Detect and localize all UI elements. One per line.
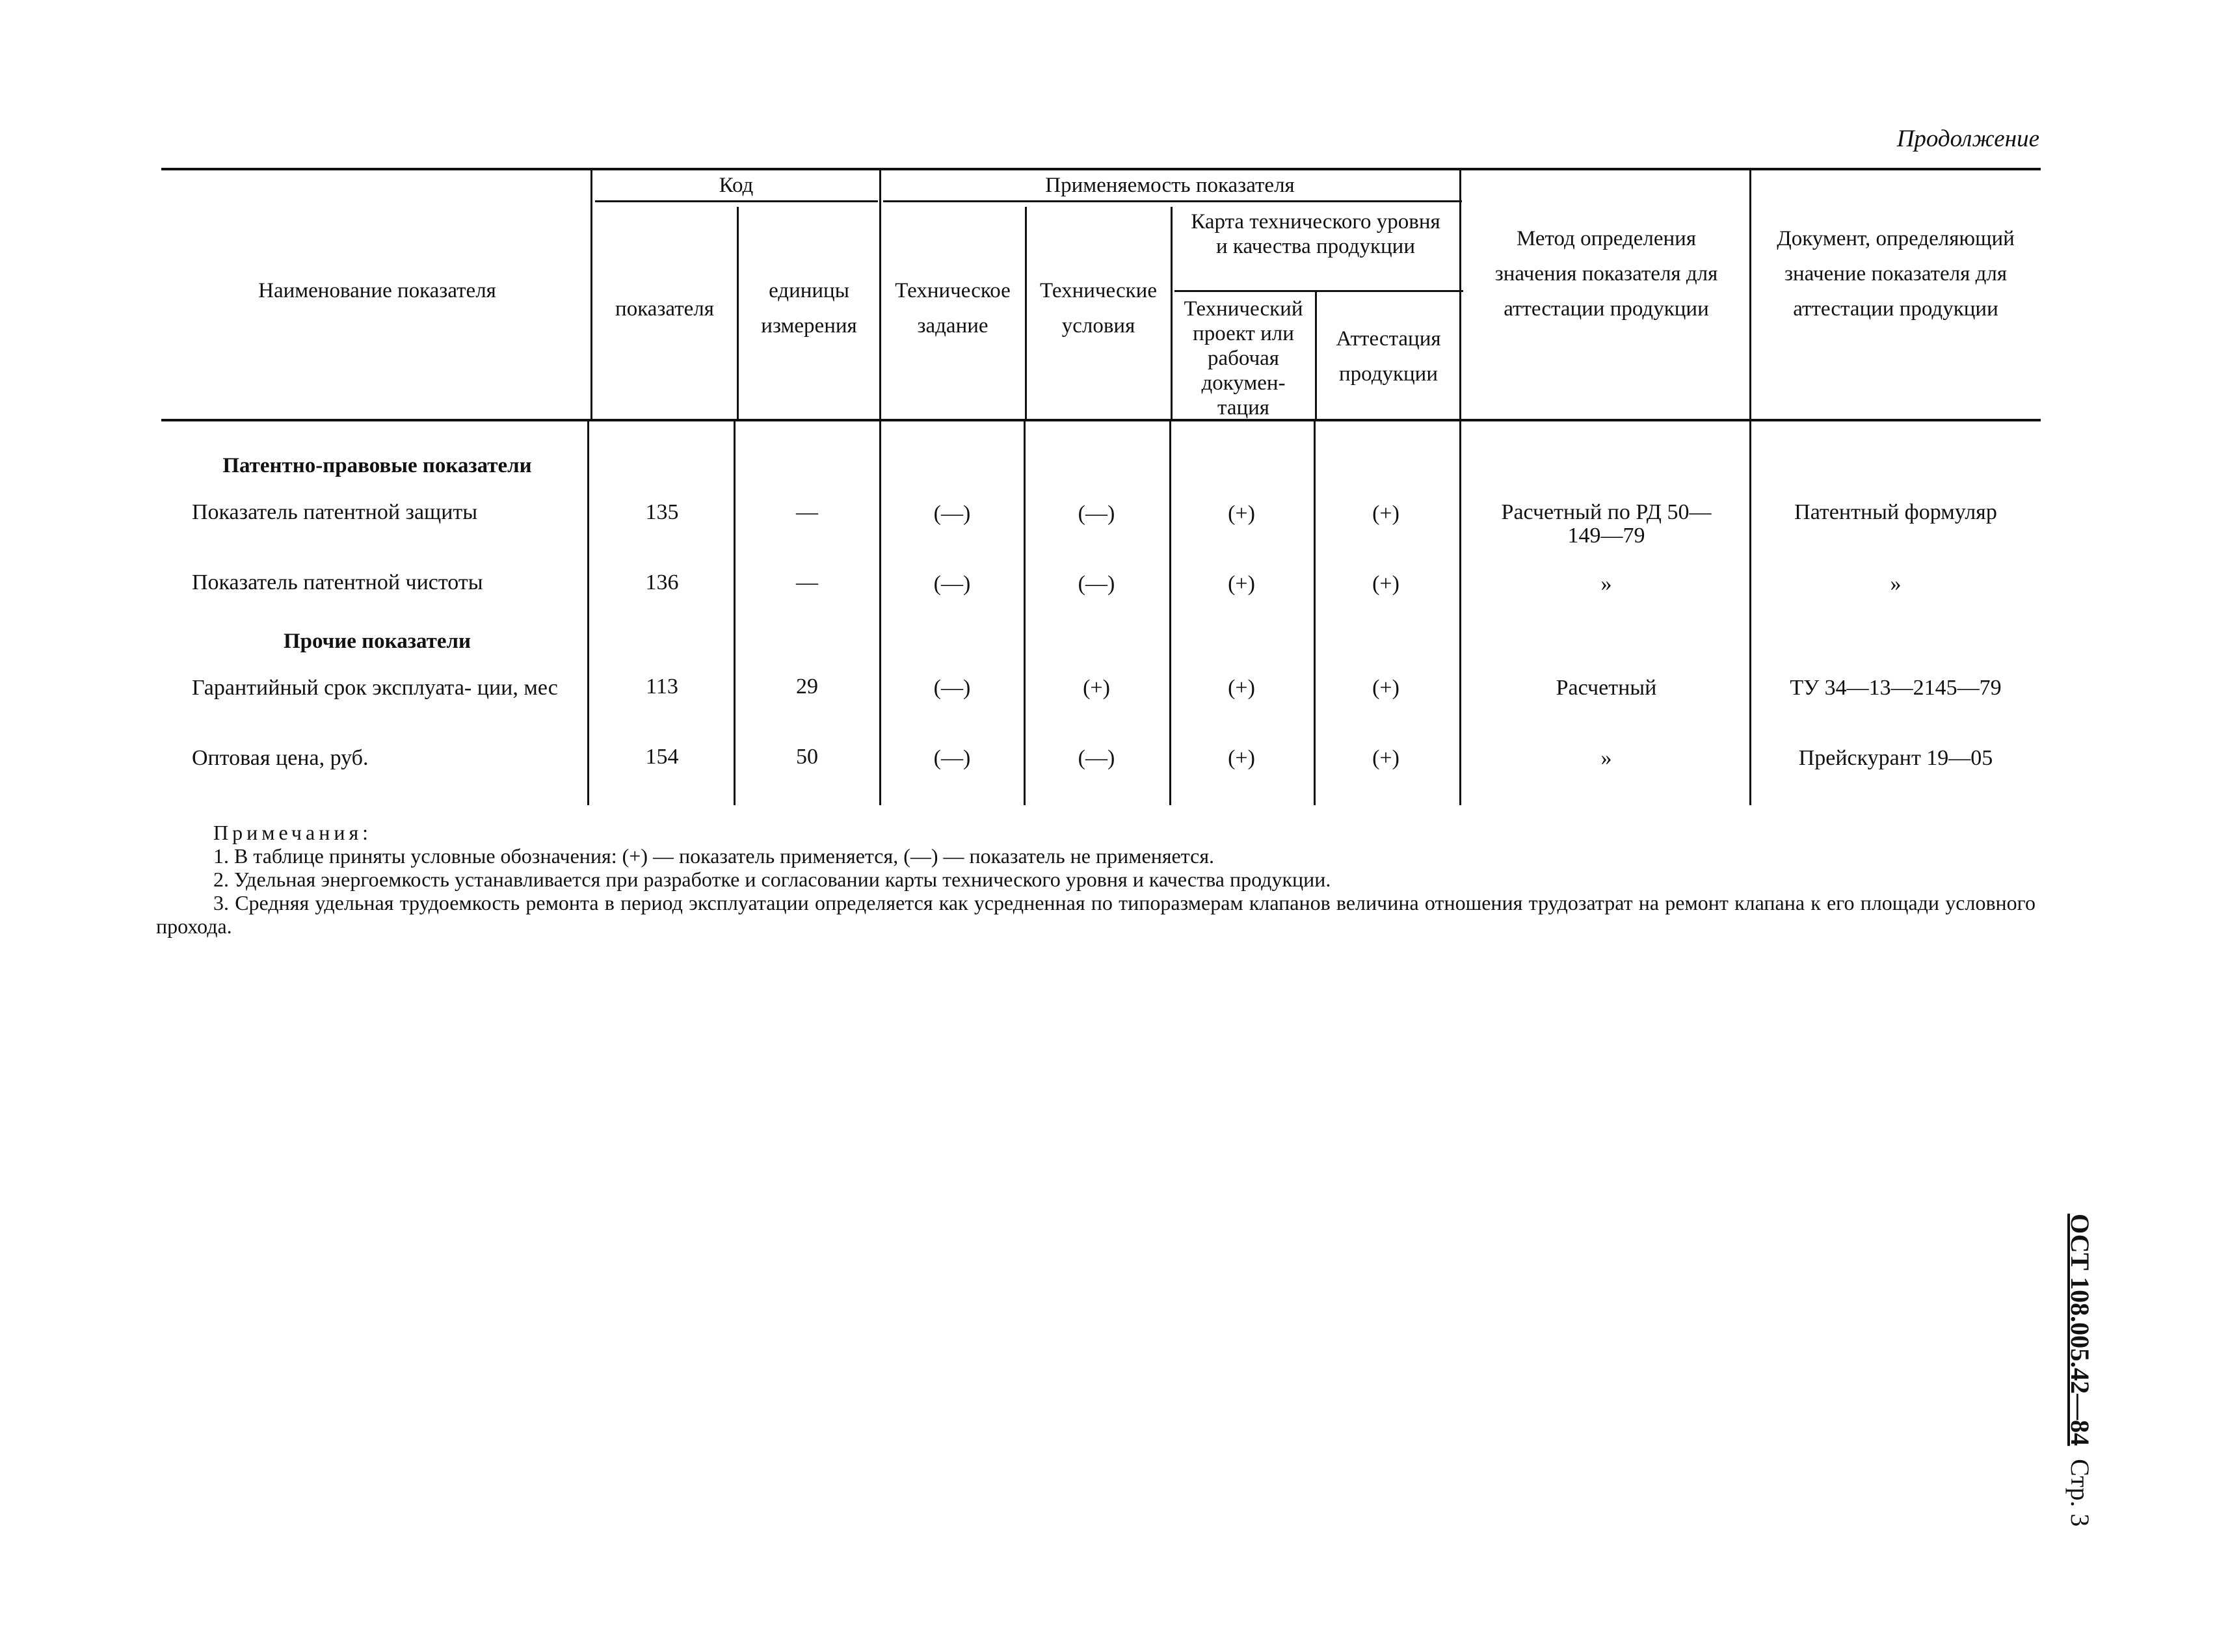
page-number: Стр. 3 <box>2065 1459 2095 1527</box>
row-attestation: (+) <box>1372 746 1399 770</box>
col-divider <box>1459 421 1461 805</box>
section-title: Прочие показатели <box>283 630 471 653</box>
header-name: Наименование показателя <box>258 279 496 302</box>
notes-title: Примечания: <box>213 821 373 844</box>
row-method: Расчетный по РД 50—149—79 <box>1501 500 1712 548</box>
row-attestation: (+) <box>1372 501 1399 526</box>
header-tech-project: Технический проект или рабочая докумен- тация <box>1184 297 1303 420</box>
row-code: 135 <box>645 500 679 524</box>
note-item: 3. Средняя удельная трудоемкость ремонта в период эксплуатации определяется как усредненная по типоразмерам клапанов величина отношения трудозатрат на ремонт клапана к его площади условного прохода. <box>156 891 2036 938</box>
col-divider <box>1749 168 1751 419</box>
row-tech-conditions: (+) <box>1083 676 1110 700</box>
row-code: 136 <box>645 570 679 594</box>
row-code: 113 <box>646 674 678 699</box>
header-method: Метод определения значения показателя для аттестации продукции <box>1494 227 1718 321</box>
row-code: 154 <box>645 745 679 769</box>
section-title: Патентно-правовые показатели <box>222 454 532 477</box>
col-divider <box>587 421 589 805</box>
note-item: 1. В таблице приняты условные обозначения: (+) — показатель применяется, (—) — показатель не применяется. <box>213 844 1215 868</box>
col-divider <box>737 207 739 419</box>
row-tech-task: (—) <box>933 676 971 700</box>
row-unit: 29 <box>796 674 818 699</box>
header-document: Документ, определяющий значение показателя для аттестации продукции <box>1777 227 2015 321</box>
row-tech-task: (—) <box>933 501 971 526</box>
row-document: » <box>1890 572 1902 596</box>
row-tech-conditions: (—) <box>1078 746 1115 770</box>
row-document: Патентный формуляр <box>1794 500 1997 524</box>
header-tech-task: Техническое задание <box>895 279 1011 338</box>
row-method: » <box>1600 572 1612 596</box>
row-tech-project: (+) <box>1228 572 1255 596</box>
row-tech-task: (—) <box>933 746 971 770</box>
col-divider <box>879 168 881 419</box>
row-tech-project: (+) <box>1228 676 1255 700</box>
col-divider <box>879 421 881 805</box>
note-item: 2. Удельная энергоемкость устанавливается при разработке и согласовании карты технического уровня и качества продукции. <box>213 868 1331 891</box>
col-divider <box>1024 421 1026 805</box>
row-unit: — <box>796 500 818 524</box>
row-name: Оптовая цена, руб. <box>192 746 369 770</box>
row-name: Показатель патентной чистоты <box>192 570 483 594</box>
standard-number: ОСТ 108.005.42—84 <box>2065 1214 2095 1446</box>
row-tech-conditions: (—) <box>1078 501 1115 526</box>
header-code-unit: единицы измерения <box>761 279 857 338</box>
row-tech-task: (—) <box>933 572 971 596</box>
col-divider <box>590 168 592 419</box>
row-method: Расчетный <box>1556 676 1657 700</box>
row-document: ТУ 34—13—2145—79 <box>1790 676 2002 700</box>
col-divider <box>1171 207 1173 419</box>
row-attestation: (+) <box>1372 572 1399 596</box>
row-tech-conditions: (—) <box>1078 572 1115 596</box>
row-document: Прейскурант 19—05 <box>1798 746 1993 770</box>
header-tech-conditions: Технические условия <box>1040 279 1157 338</box>
row-tech-project: (+) <box>1228 501 1255 526</box>
row-name: Показатель патентной защиты <box>192 500 478 524</box>
col-divider <box>1314 421 1316 805</box>
card-rule <box>1174 290 1463 292</box>
continuation-label: Продолжение <box>1896 126 2039 152</box>
col-divider <box>734 421 736 805</box>
row-unit: — <box>796 570 818 594</box>
notes <box>156 821 2036 938</box>
table-header-bottom-rule <box>161 419 2041 421</box>
header-applicability: Применяемость показателя <box>1045 174 1295 197</box>
col-divider <box>1749 421 1751 805</box>
col-divider <box>1315 290 1317 419</box>
col-divider <box>1459 168 1461 419</box>
col-divider <box>1169 421 1171 805</box>
row-unit: 50 <box>796 745 818 769</box>
row-tech-project: (+) <box>1228 746 1255 770</box>
header-code-indicator: показателя <box>615 297 714 321</box>
header-attestation: Аттестация продукции <box>1336 327 1441 386</box>
side-label <box>2063 1214 2128 1539</box>
header-card: Карта технического уровня и качества продукции <box>1191 210 1440 258</box>
row-method: » <box>1600 746 1612 770</box>
col-divider <box>1025 207 1027 419</box>
row-attestation: (+) <box>1372 676 1399 700</box>
header-code-group: Код <box>719 174 754 197</box>
row-name: Гарантийный срок эксплуата- ции, мес <box>192 676 558 700</box>
